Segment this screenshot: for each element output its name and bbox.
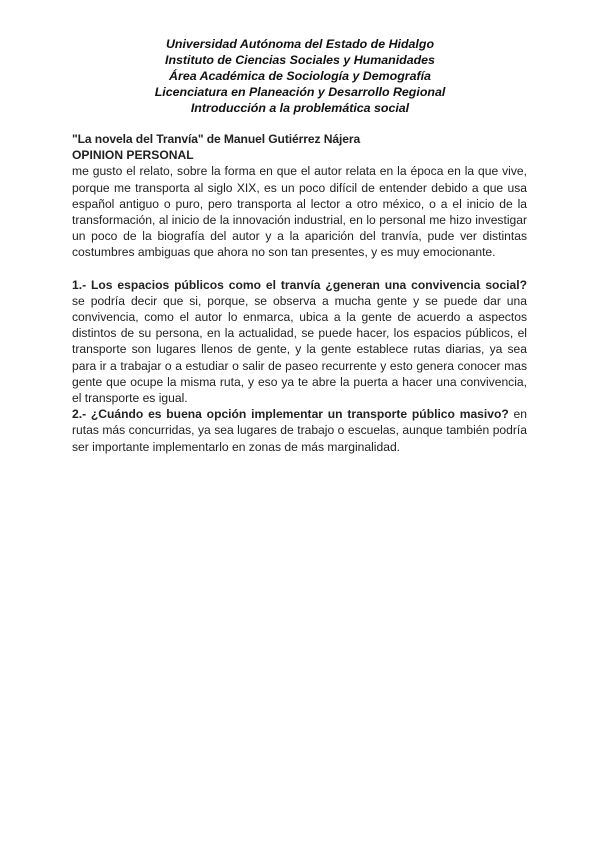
paragraph-spacer xyxy=(72,261,527,277)
header-university: Universidad Autónoma del Estado de Hidalgo xyxy=(165,37,435,51)
header-academic-area: Área Académica de Sociología y Demografía xyxy=(169,69,431,83)
question-2-text: 2.- ¿Cuándo es buena opción implementar un transporte público masivo? xyxy=(72,407,509,422)
document-body xyxy=(72,131,527,455)
question-1-paragraph xyxy=(72,277,527,407)
opinion-paragraph: me gusto el relato, sobre la forma en que el autor relata en la época en la que vive, porque me transporta al siglo XIX, es un poco difícil de entender debido a que usa español antiguo o puro, pero transporta al lector a otro méxico, o a el inicio de la transformación, al inicio de la innovación industrial, en lo personal me hizo investigar un poco de la biografía del autor y a la aparición del tranvía, pude ver distintas costumbres ambiguas que ahora no son tan presentes, y es muy emocionante. xyxy=(72,164,527,260)
question-2-paragraph xyxy=(72,406,527,455)
header-institute: Instituto de Ciencias Sociales y Humanidades xyxy=(165,53,435,67)
answer-1-text: se podría decir que si, porque, se observa a mucha gente y se puede dar una convivencia, como el autor lo enmarca, ubica a la gente de acuerdo a aspectos distintos de su persona, en la actualidad, se puede hacer, los espacios públicos, el transporte son lugares llenos de gente, y la gente establece rutas diarias, ya sea para ir a trabajar o a estudiar o salir de paseo recurrente y esto genera conocer mas gente que ocupe la misma ruta, y eso ya te abre la puerta a hacer una convivencia, el transporte es igual. xyxy=(72,293,527,406)
header-course: Introducción a la problemática social xyxy=(190,101,410,115)
institution-header xyxy=(60,36,540,116)
opinion-heading: OPINION PERSONAL xyxy=(72,148,194,163)
question-1-text: 1.- Los espacios públicos como el tranvía ¿generan una convivencia social? xyxy=(72,277,527,292)
answer-2-text: en rutas más concurridas, ya sea lugares de trabajo o escuelas, aunque también podría ser importante implementarlo en zonas de más marginalidad. xyxy=(72,407,527,454)
document-title: "La novela del Tranvía" de Manuel Gutiérrez Nájera xyxy=(72,132,361,146)
header-degree: Licenciatura en Planeación y Desarrollo Regional xyxy=(154,85,446,99)
